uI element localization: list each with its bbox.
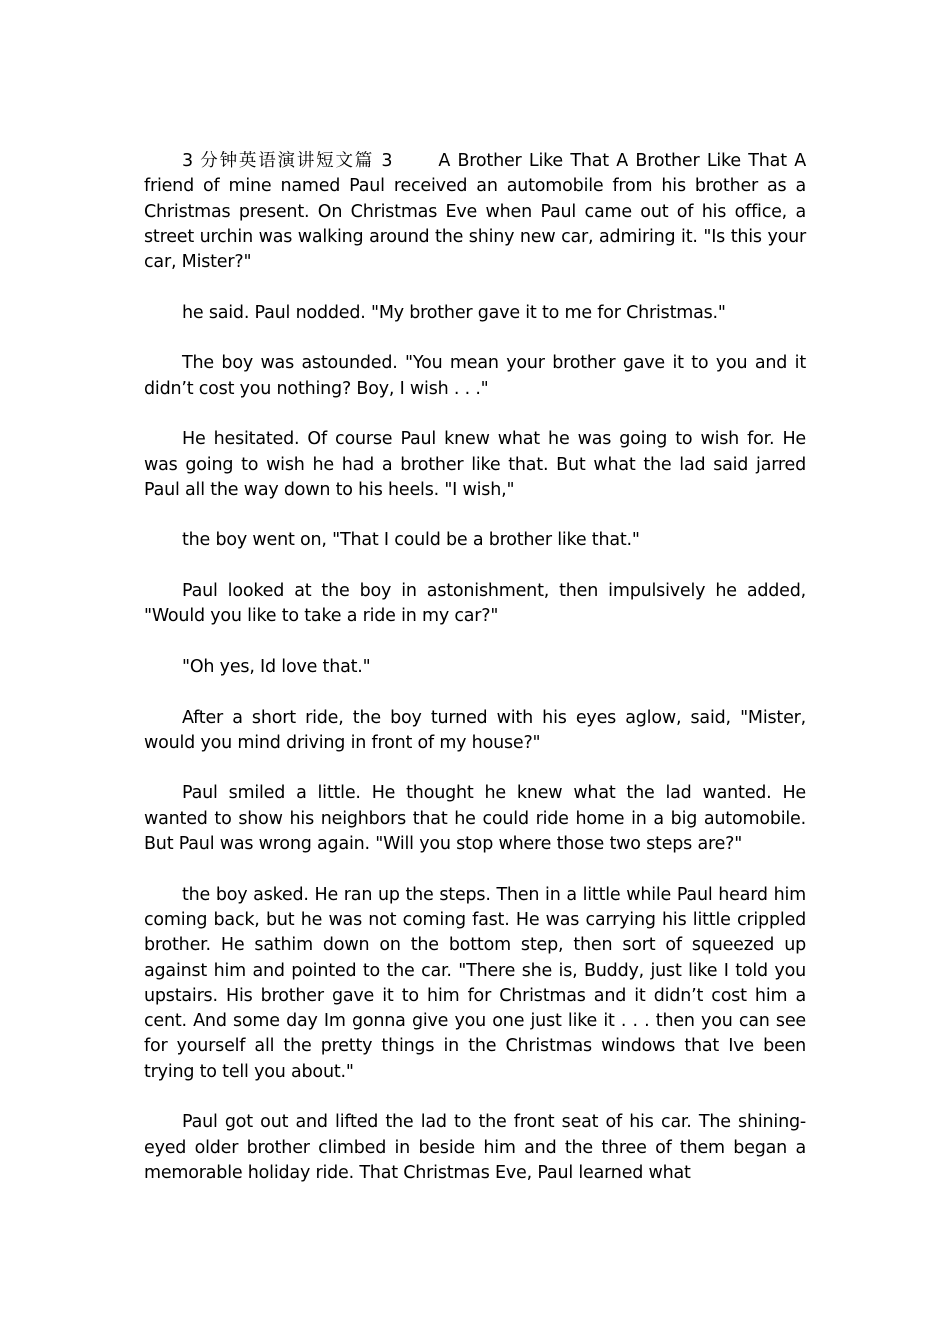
paragraph-4: He hesitated. Of course Paul knew what he was going to wish for. He was going to wish he had a brother like that. But what the lad said jarred Paul all the way down to his heels. "I wish," <box>144 429 806 500</box>
paragraph-8: After a short ride, the boy turned with his eyes aglow, said, "Mister, would you mind driving in front of my house?" <box>144 707 806 753</box>
paragraph-3: The boy was astounded. "You mean your brother gave it to you and it didn’t cost you nothing? Boy, I wish . . ." <box>144 353 806 399</box>
paragraph-1: 3 分钟英语演讲短文篇 3 A Brother Like That A Brother Like That A friend of mine named Paul received an automobile from his brother as a Christmas present. On Christmas Eve when Paul came out of his office, a street urchin was walking around the shiny new car, admiring it. "Is this your car, Mister?" <box>144 151 806 273</box>
document-body <box>144 149 806 1186</box>
paragraph-2: he said. Paul nodded. "My brother gave it to me for Christmas." <box>182 302 726 323</box>
paragraph-5: the boy went on, "That I could be a brother like that." <box>182 530 640 551</box>
paragraph-11: Paul got out and lifted the lad to the front seat of his car. The shining-eyed older brother climbed in beside him and the three of them began a memorable holiday ride. That Christmas Eve, Paul learned what <box>144 1112 806 1183</box>
paragraph-10: the boy asked. He ran up the steps. Then in a little while Paul heard him coming back, but he was not coming fast. He was carrying his little crippled brother. He sathim down on the bottom step, then sort of squeezed up against him and pointed to the car. "There she is, Buddy, just like I told you upstairs. His brother gave it to him for Christmas and it didn’t cost him a cent. And some day Im gonna give you one just like it . . . then you can see for yourself all the pretty things in the Christmas windows that Ive been trying to tell you about." <box>144 884 806 1082</box>
paragraph-7: "Oh yes, Id love that." <box>182 656 371 677</box>
paragraph-6: Paul looked at the boy in astonishment, then impulsively he added, "Would you like to take a ride in my car?" <box>144 581 806 627</box>
paragraph-9: Paul smiled a little. He thought he knew what the lad wanted. He wanted to show his neighbors that he could ride home in a big automobile. But Paul was wrong again. "Will you stop where those two steps are?" <box>144 783 806 855</box>
